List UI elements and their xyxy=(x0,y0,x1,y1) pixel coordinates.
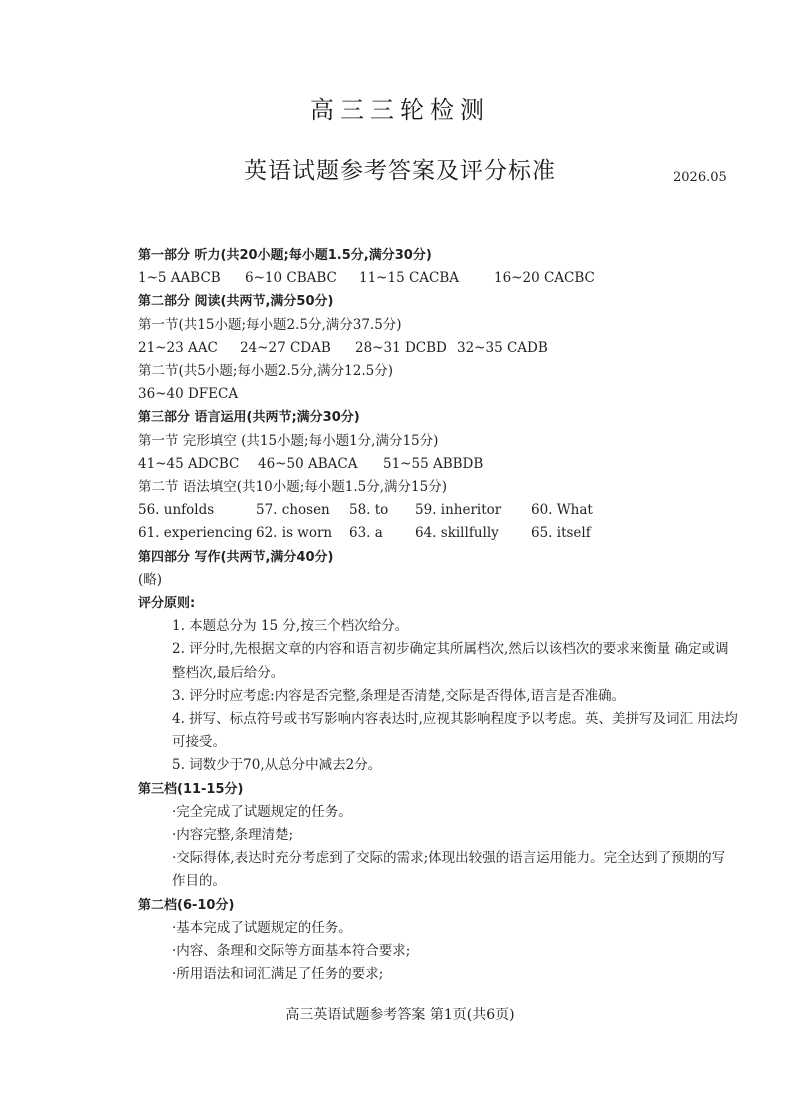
part2-section2-answers: 36~40 DFECA xyxy=(138,386,239,403)
band2-item: ·所用语法和词汇满足了任务的要求; xyxy=(172,966,384,983)
criteria-item: 4. 拼写、标点符号或书写影响内容表达时,应视其影响程度予以考虑。英、美拼写及词汇 用法均可接受。 xyxy=(172,711,738,751)
part4-heading: 第四部分 写作(共两节,满分40分) xyxy=(138,549,334,565)
answer-group: 1~5 AABCB xyxy=(138,270,221,287)
answer-item: 64. skillfully xyxy=(415,525,499,542)
band3-heading: 第三档(11-15分) xyxy=(138,781,244,797)
band2-heading: 第二档(6-10分) xyxy=(138,897,235,913)
answer-item: 57. chosen xyxy=(256,502,330,519)
criteria-item: 1. 本题总分为 15 分,按三个档次给分。 xyxy=(172,618,409,635)
answer-group: 51~55 ABBDB xyxy=(383,455,484,472)
part2-section2-heading: 第二节(共5小题;每小题2.5分,满分12.5分) xyxy=(138,363,393,380)
answer-group: 28~31 DCBD xyxy=(355,339,447,356)
answer-item: 63. a xyxy=(349,525,383,542)
part3-heading: 第三部分 语言运用(共两节;满分30分) xyxy=(138,410,360,426)
answer-group: 24~27 CDAB xyxy=(240,339,331,356)
answer-group: 46~50 ABACA xyxy=(258,455,358,472)
answer-item: 56. unfolds xyxy=(138,502,215,519)
answer-item: 58. to xyxy=(349,502,389,519)
part2-section1-answers xyxy=(138,337,738,360)
answer-body xyxy=(138,244,738,987)
page-footer: 高三英语试题参考答案 第1页(共6页) xyxy=(285,1007,515,1023)
answer-group: 16~20 CACBC xyxy=(494,270,595,287)
band3-item: ·完全完成了试题规定的任务。 xyxy=(172,803,352,820)
criteria-item: 3. 评分时应考虑:内容是否完整,条理是否清楚,交际是否得体,语言是否准确。 xyxy=(172,687,626,704)
document-title: 高三三轮检测 xyxy=(310,96,490,124)
band2-item: ·基本完成了试题规定的任务。 xyxy=(172,919,352,936)
answer-group: 21~23 AAC xyxy=(138,339,218,356)
part3-section2-row2 xyxy=(138,522,738,545)
answer-item: 61. experiencing xyxy=(138,525,253,542)
part2-heading: 第二部分 阅读(共两节,满分50分) xyxy=(138,294,334,310)
part3-section1-answers xyxy=(138,453,738,476)
answer-group: 32~35 CADB xyxy=(457,339,548,356)
part4-omitted: (略) xyxy=(138,571,163,588)
part2-section1-heading: 第一节(共15小题;每小题2.5分,满分37.5分) xyxy=(138,316,402,333)
criteria-item: 2. 评分时,先根据文章的内容和语言初步确定其所属档次,然后以该档次的要求来衡量 确定或调整档次,最后给分。 xyxy=(172,641,729,681)
part3-section1-heading: 第一节 完形填空 (共15小题;每小题1分,满分15分) xyxy=(138,432,439,449)
answer-group: 41~45 ADCBC xyxy=(138,455,240,472)
part1-heading: 第一部分 听力(共20小题;每小题1.5分,满分30分) xyxy=(138,248,432,263)
part3-section2-row1 xyxy=(138,499,738,522)
answer-item: 62. is worn xyxy=(256,525,333,542)
criteria-item: 5. 词数少于70,从总分中减去2分。 xyxy=(172,757,382,774)
band2-item: ·内容、条理和交际等方面基本符合要求; xyxy=(172,943,411,960)
band3-item: ·内容完整,条理清楚; xyxy=(172,827,294,844)
answer-group: 6~10 CBABC xyxy=(245,270,337,287)
part3-section2-heading: 第二节 语法填空(共10小题;每小题1.5分,满分15分) xyxy=(138,479,447,496)
answer-item: 59. inheritor xyxy=(415,502,502,519)
part1-answers xyxy=(138,267,738,290)
band3-item: ·交际得体,表达时充分考虑到了交际的需求;体现出较强的语言运用能力。完全达到了预期的写作目的。 xyxy=(172,850,726,890)
document-subtitle: 英语试题参考答案及评分标准 xyxy=(244,158,556,184)
criteria-heading: 评分原则: xyxy=(138,596,196,612)
answer-group: 11~15 CACBA xyxy=(359,270,460,287)
answer-item: 65. itself xyxy=(531,525,591,542)
answer-item: 60. What xyxy=(531,502,593,519)
document-date: 2026.05 xyxy=(673,170,727,185)
